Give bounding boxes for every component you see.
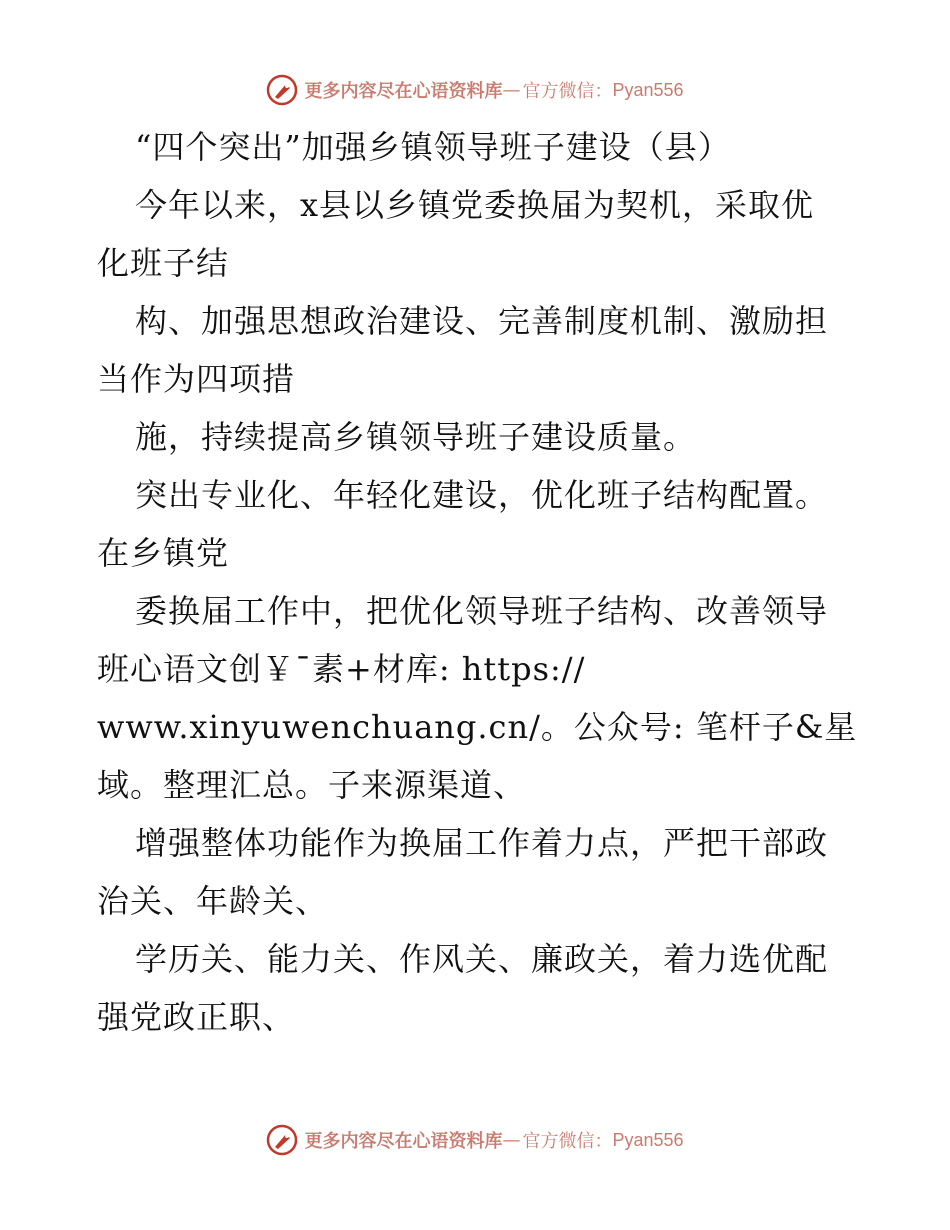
banner-main-text: 更多内容尽在心语资料库	[304, 1131, 503, 1152]
banner-separator: —	[502, 1129, 521, 1151]
banner-main-text: 更多内容尽在心语资料库	[304, 81, 503, 102]
paragraph-line: 班心语文创￥¯素+材库: https://	[97, 650, 586, 688]
paragraph-line: 突出专业化、年轻化建设，优化班子结构配置。	[135, 476, 829, 514]
banner-separator: —	[502, 79, 521, 101]
paragraph-line: 在乡镇党	[97, 534, 230, 572]
paragraph-line: 委换届工作中，把优化领导班子结构、改善领导	[135, 592, 829, 630]
paragraph-line: 化班子结	[97, 244, 230, 282]
paragraph-line: 强党政正职、	[97, 998, 296, 1036]
banner-sub-text: 官方微信：	[522, 1131, 613, 1152]
pen-nib-logo-icon	[266, 74, 298, 106]
banner-handle: Pyan556	[612, 1129, 684, 1150]
paragraph-line: 今年以来，x县以乡镇党委换届为契机，采取优	[135, 186, 815, 224]
paragraph-line: 构、加强思想政治建设、完善制度机制、激励担	[135, 302, 829, 340]
paragraph-line: 当作为四项措	[97, 360, 296, 398]
paragraph-line: 施，持续提高乡镇领导班子建设质量。	[135, 418, 697, 456]
document-body	[97, 118, 857, 1046]
paragraph-line: 域。整理汇总。子来源渠道、	[97, 766, 527, 804]
document-title: “四个突出”加强乡镇领导班子建设（县）	[135, 128, 731, 166]
footer-banner	[0, 1122, 950, 1158]
paragraph-line: www.xinyuwenchuang.cn/。公众号: 笔杆子&星	[97, 708, 858, 746]
banner-sub-text: 官方微信：	[522, 81, 613, 102]
banner-handle: Pyan556	[612, 79, 684, 100]
paragraph-line: 治关、年龄关、	[97, 882, 329, 920]
header-banner	[0, 72, 950, 108]
paragraph-line: 增强整体功能作为换届工作着力点，严把干部政	[135, 824, 829, 862]
paragraph-line: 学历关、能力关、作风关、廉政关，着力选优配	[135, 940, 829, 978]
pen-nib-logo-icon	[266, 1124, 298, 1156]
